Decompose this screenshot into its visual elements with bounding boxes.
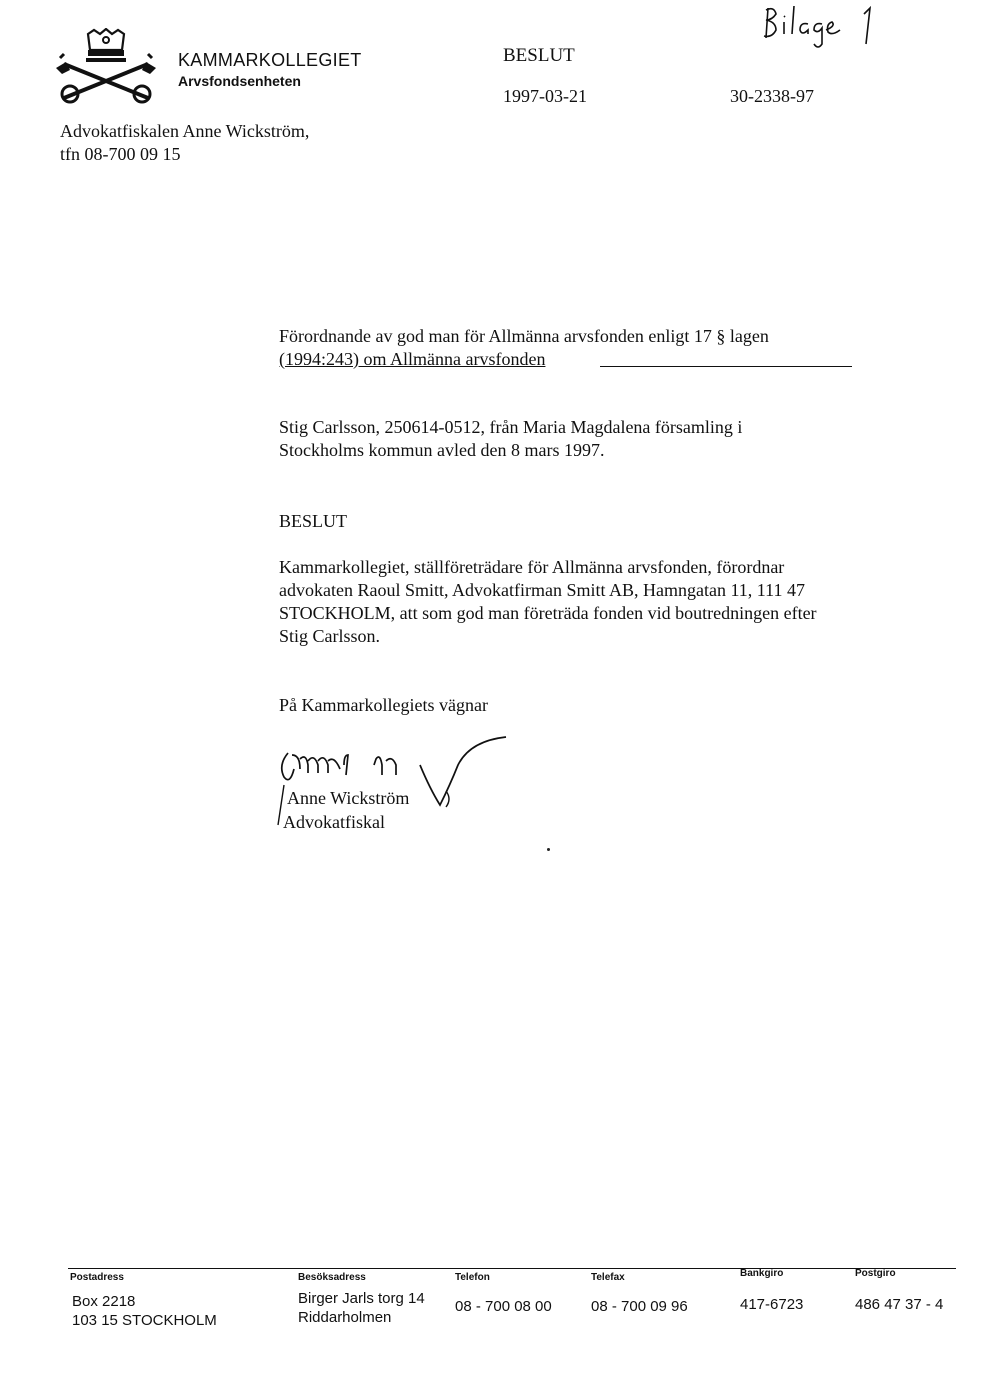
paragraph2-line-4: Stig Carlsson. xyxy=(279,626,381,646)
visiting-line-1: Birger Jarls torg 14 xyxy=(298,1290,425,1307)
deceased-paragraph xyxy=(279,416,939,462)
organization-name: KAMMARKOLLEGIET xyxy=(178,50,362,70)
on-behalf-line: På Kammarkollegiets vägnar xyxy=(279,695,488,715)
paragraph2-line-2: advokaten Raoul Smitt, Advokatfirman Smitt AB, Hamngatan 11, 111 47 xyxy=(279,580,805,600)
decision-heading: BESLUT xyxy=(279,511,348,531)
crown-keys-logo xyxy=(50,28,162,108)
footer-postal-address xyxy=(72,1292,217,1330)
footer-phone-value: 08 - 700 08 00 xyxy=(455,1298,552,1315)
footer-fax-label: Telefax xyxy=(591,1272,625,1283)
visiting-line-2: Riddarholmen xyxy=(298,1309,392,1326)
footer-phone-label: Telefon xyxy=(455,1272,490,1283)
subject-underline-rule xyxy=(600,366,852,367)
postal-line-2: 103 15 STOCKHOLM xyxy=(72,1312,217,1329)
postal-line-1: Box 2218 xyxy=(72,1293,136,1310)
handwritten-bilage-note xyxy=(760,0,910,50)
decision-paragraph xyxy=(279,556,939,648)
document-reference: 30-2338-97 xyxy=(730,86,814,106)
footer-bankgiro-label: Bankgiro xyxy=(740,1268,784,1279)
document-date: 1997-03-21 xyxy=(503,86,587,106)
contact-line-1: Advokatfiskalen Anne Wickström, xyxy=(60,121,310,141)
footer-visiting-label: Besöksadress xyxy=(298,1272,366,1283)
signer-title: Advokatfiskal xyxy=(283,812,385,832)
footer-postal-label: Postadress xyxy=(70,1272,124,1283)
paragraph2-line-1: Kammarkollegiet, ställföreträdare för Allmänna arvsfonden, förordnar xyxy=(279,557,785,577)
subject-heading xyxy=(279,325,939,371)
paragraph1-line-1: Stig Carlsson, 250614-0512, från Maria Magdalena församling i xyxy=(279,417,743,437)
contact-line-2: tfn 08-700 09 15 xyxy=(60,144,181,164)
footer-visiting-address xyxy=(298,1289,425,1327)
organization-unit: Arvsfondsenheten xyxy=(178,73,301,89)
document-type: BESLUT xyxy=(503,45,575,66)
subject-line-2: (1994:243) om Allmänna arvsfonden xyxy=(279,349,546,369)
paragraph2-line-3: STOCKHOLM, att som god man företräda fonden vid boutredningen efter xyxy=(279,603,817,623)
footer-postgiro-value: 486 47 37 - 4 xyxy=(855,1296,944,1313)
subject-line-1: Förordnande av god man för Allmänna arvsfonden enligt 17 § lagen xyxy=(279,326,769,346)
signer-name: Anne Wickström xyxy=(287,788,410,808)
footer-rule xyxy=(68,1268,956,1269)
paragraph1-line-2: Stockholms kommun avled den 8 mars 1997. xyxy=(279,440,605,460)
footer-postgiro-label: Postgiro xyxy=(855,1268,896,1279)
stray-mark xyxy=(547,848,550,851)
footer-fax-value: 08 - 700 09 96 xyxy=(591,1298,688,1315)
footer-bankgiro-value: 417-6723 xyxy=(740,1296,804,1313)
